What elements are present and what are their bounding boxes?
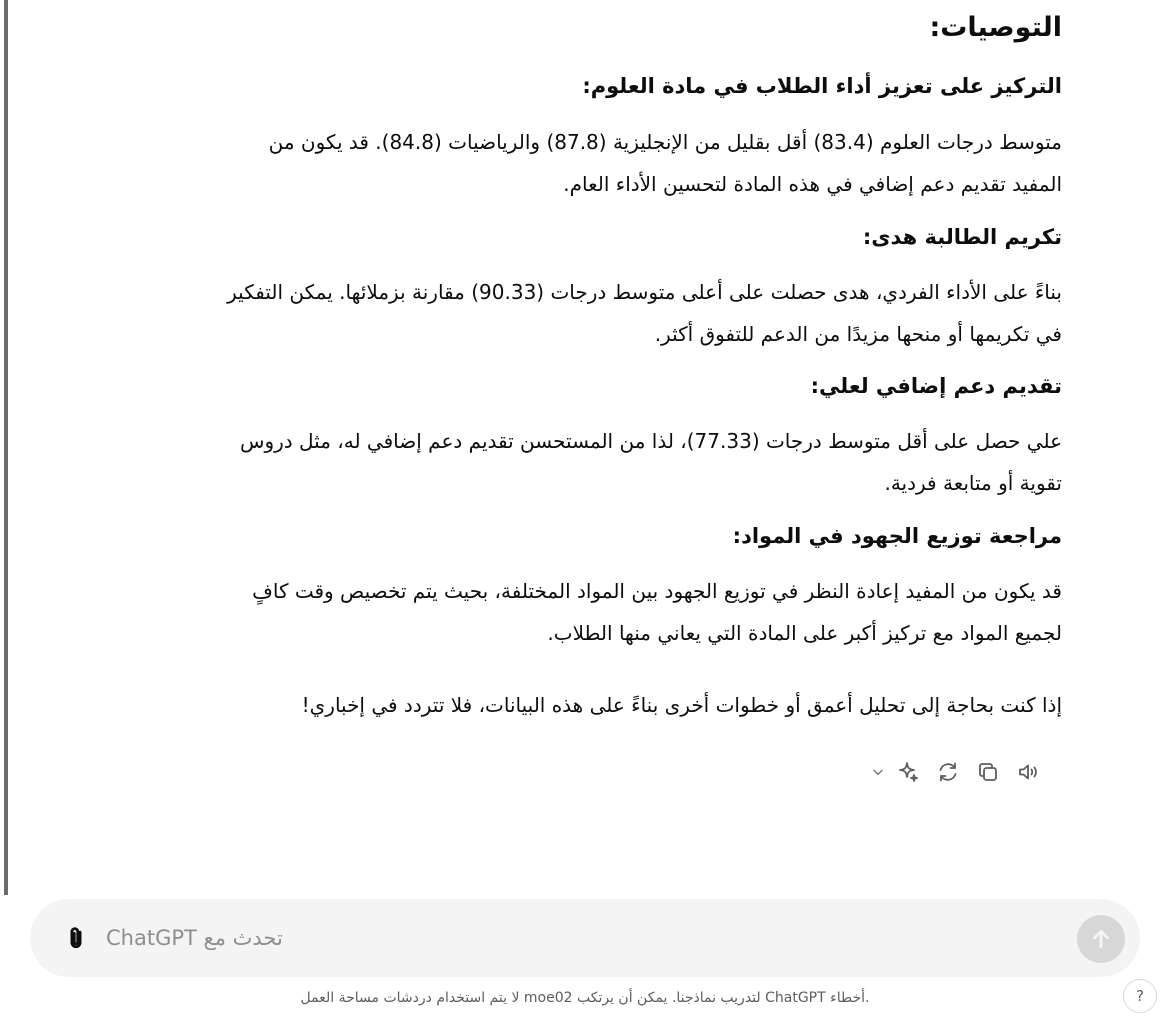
- section-title-ali: تقديم دعم إضافي لعلي:: [810, 374, 1062, 398]
- text-line: لجميع المواد مع تركيز أكبر على المادة التي يعاني منها الطلاب.: [547, 621, 1062, 645]
- message-actions: [868, 754, 1048, 790]
- scroll-rail[interactable]: [4, 0, 8, 895]
- send-button[interactable]: [1077, 915, 1125, 963]
- text-line: متوسط درجات العلوم (83.4) أقل بقليل من الإنجليزية (87.8) والرياضيات (84.8). قد يكون من: [268, 130, 1062, 154]
- recommendations-heading: التوصيات:: [929, 12, 1062, 43]
- section-body-ali: [130, 420, 1062, 504]
- text-line: المفيد تقديم دعم إضافي في هذه المادة لتحسين الأداء العام.: [563, 172, 1062, 196]
- help-button[interactable]: ?: [1123, 979, 1157, 1013]
- arrow-up-icon: [1088, 926, 1114, 952]
- prompt-input[interactable]: [106, 918, 1056, 958]
- paperclip-icon[interactable]: [58, 920, 94, 956]
- text-line: بناءً على الأداء الفردي، هدى حصلت على أعلى متوسط درجات (90.33) مقارنة بزملائها. يمكن التفكير: [227, 280, 1062, 304]
- section-body-science: [130, 121, 1062, 205]
- copy-icon[interactable]: [968, 754, 1008, 790]
- section-body-effort: [130, 570, 1062, 654]
- sparkle-icon[interactable]: [888, 754, 928, 790]
- section-title-science: التركيز على تعزيز أداء الطلاب في مادة العلوم:: [582, 74, 1062, 98]
- text-line: قد يكون من المفيد إعادة النظر في توزيع الجهود بين المواد المختلفة، بحيث يتم تخصيص وقت كافٍ: [252, 579, 1062, 603]
- footer-disclaimer: .أخطاء ChatGPT لتدريب نماذجنا. يمكن أن يرتكب moe02 لا يتم استخدام دردشات مساحة العمل: [300, 990, 870, 1006]
- section-title-huda: تكريم الطالبة هدى:: [862, 225, 1062, 249]
- message-composer: [30, 899, 1140, 977]
- text-line: علي حصل على أقل متوسط درجات (77.33)، لذا من المستحسن تقديم دعم إضافي له، مثل دروس: [240, 429, 1062, 453]
- section-body-huda: [130, 271, 1062, 355]
- model-switch-chevron-icon[interactable]: [868, 754, 888, 790]
- section-title-effort: مراجعة توزيع الجهود في المواد:: [732, 524, 1062, 548]
- regenerate-icon[interactable]: [928, 754, 968, 790]
- read-aloud-icon[interactable]: [1008, 754, 1048, 790]
- closing-text: إذا كنت بحاجة إلى تحليل أعمق أو خطوات أخرى بناءً على هذه البيانات، فلا تتردد في إخباري!: [301, 693, 1062, 717]
- text-line: في تكريمها أو منحها مزيدًا من الدعم للتفوق أكثر.: [654, 322, 1062, 346]
- text-line: تقوية أو متابعة فردية.: [884, 471, 1062, 495]
